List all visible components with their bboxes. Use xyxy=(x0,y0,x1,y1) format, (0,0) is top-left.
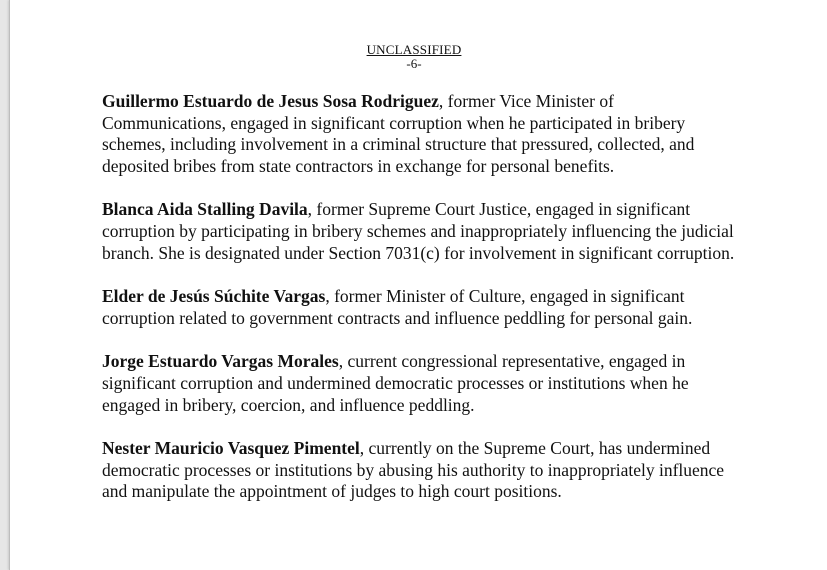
entry-description: , former Vice Minister of Communications, engaged in significant corruption when he participated in bribery schemes, including involvement in a criminal structure that pressured, collected, and deposited bribes from state contractors in exchange for personal benefits. xyxy=(102,91,695,176)
entry-description: , former Minister of Culture, engaged in significant corruption related to government contracts and influence peddling for personal gain. xyxy=(102,286,693,328)
entry-description: , currently on the Supreme Court, has undermined democratic processes or institutions by abusing his authority to inappropriately influence and manipulate the appointment of judges to high court positions. xyxy=(102,438,725,502)
person-name: Blanca Aida Stalling Davila xyxy=(102,199,308,220)
page-header xyxy=(10,43,818,71)
person-name: Elder de Jesús Súchite Vargas xyxy=(102,286,326,307)
person-name: Nester Mauricio Vasquez Pimentel xyxy=(102,438,360,459)
document-page xyxy=(9,0,827,570)
designation-entry xyxy=(102,91,742,177)
designation-entry xyxy=(102,351,742,416)
entry-description: , former Supreme Court Justice, engaged in significant corruption by participating in bribery schemes and inappropriately influencing the judicial branch. She is designated under Section 7031(c) for involvement in significant corruption. xyxy=(102,199,735,263)
page-number: -6- xyxy=(406,56,422,71)
classification-marking: UNCLASSIFIED xyxy=(366,42,462,57)
designation-entry xyxy=(102,438,742,503)
designation-entry xyxy=(102,199,742,264)
person-name: Guillermo Estuardo de Jesus Sosa Rodriguez xyxy=(102,91,439,111)
person-name: Jorge Estuardo Vargas Morales xyxy=(102,351,339,372)
designation-list xyxy=(102,91,742,525)
entry-description: , current congressional representative, engaged in significant corruption and undermined democratic processes or institutions when he engaged in bribery, coercion, and influence peddling. xyxy=(102,351,689,415)
designation-entry xyxy=(102,286,742,329)
